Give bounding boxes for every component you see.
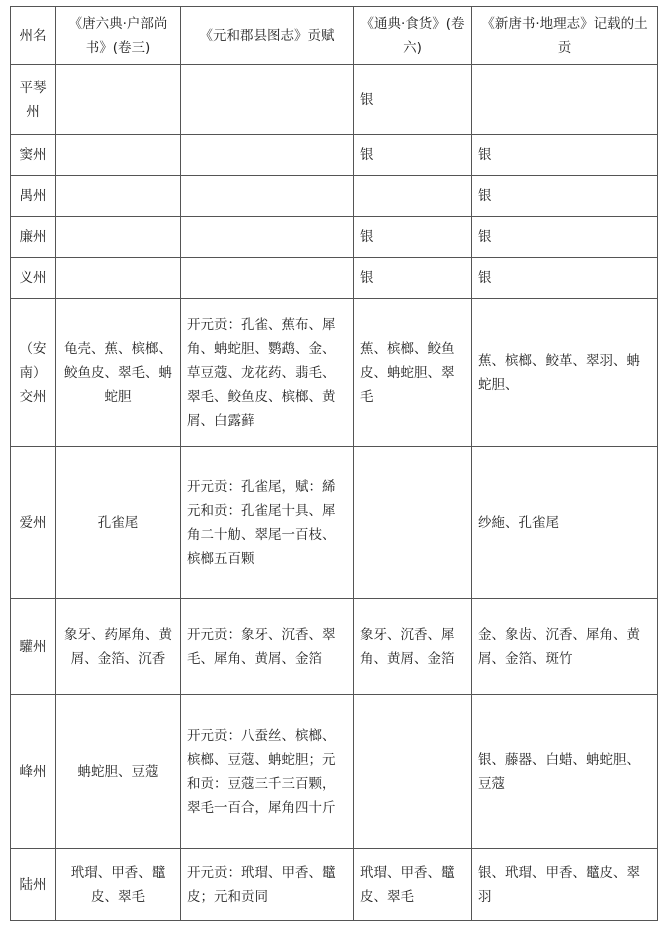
tongdian-cell: 玳瑁、甲香、鼊皮、翠毛	[354, 849, 472, 921]
prefecture-cell: 平琴州	[11, 65, 56, 135]
prefecture-cell: 禺州	[11, 176, 56, 217]
xintangshu-cell: 银	[472, 217, 658, 258]
liudian-cell: 象牙、药犀角、黄屑、金箔、沉香	[56, 599, 181, 695]
prefecture-cell: 廉州	[11, 217, 56, 258]
table-row	[11, 599, 658, 695]
table-row	[11, 695, 658, 849]
header-yuanhe: 《元和郡县图志》贡赋	[181, 7, 354, 65]
xintangshu-cell: 银、藤器、白蜡、蚺蛇胆、豆蔻	[472, 695, 658, 849]
tongdian-cell	[354, 447, 472, 599]
tribute-table	[10, 6, 658, 921]
xintangshu-cell: 金、象齿、沉香、犀角、黄屑、金箔、斑竹	[472, 599, 658, 695]
table-row	[11, 65, 658, 135]
tongdian-cell: 银	[354, 217, 472, 258]
yuanhe-cell	[181, 135, 354, 176]
xintangshu-cell: 银、玳瑁、甲香、鼊皮、翠羽	[472, 849, 658, 921]
prefecture-cell: 峰州	[11, 695, 56, 849]
prefecture-cell: 爱州	[11, 447, 56, 599]
yuanhe-cell: 开元贡：玳瑁、甲香、鼊皮；元和贡同	[181, 849, 354, 921]
tongdian-cell: 银	[354, 65, 472, 135]
tongdian-cell: 银	[354, 258, 472, 299]
xintangshu-cell	[472, 65, 658, 135]
liudian-cell: 蚺蛇胆、豆蔻	[56, 695, 181, 849]
prefecture-cell: 义州	[11, 258, 56, 299]
header-prefecture: 州名	[11, 7, 56, 65]
header-tongdian: 《通典·食货》(卷六)	[354, 7, 472, 65]
tongdian-cell	[354, 695, 472, 849]
header-xintangshu: 《新唐书·地理志》记载的土贡	[472, 7, 658, 65]
yuanhe-cell: 开元贡：象牙、沉香、翠毛、犀角、黄屑、金箔	[181, 599, 354, 695]
liudian-cell	[56, 258, 181, 299]
prefecture-cell: （安南）交州	[11, 299, 56, 447]
liudian-cell	[56, 65, 181, 135]
prefecture-cell: 窦州	[11, 135, 56, 176]
tongdian-cell: 蕉、槟榔、鲛鱼皮、蚺蛇胆、翠毛	[354, 299, 472, 447]
liudian-cell: 玳瑁、甲香、鼊皮、翠毛	[56, 849, 181, 921]
table-row	[11, 299, 658, 447]
liudian-cell	[56, 135, 181, 176]
table-row	[11, 447, 658, 599]
yuanhe-cell	[181, 217, 354, 258]
table-row	[11, 176, 658, 217]
header-liudian: 《唐六典·户部尚书》(卷三)	[56, 7, 181, 65]
yuanhe-cell: 开元贡：孔雀、蕉布、犀角、蚺蛇胆、鹦鹉、金、草豆蔻、龙花药、翡毛、翠毛、鲛鱼皮、槟榔、黄屑、白露藓	[181, 299, 354, 447]
prefecture-cell: 陆州	[11, 849, 56, 921]
liudian-cell	[56, 217, 181, 258]
liudian-cell	[56, 176, 181, 217]
xintangshu-cell: 纱絁、孔雀尾	[472, 447, 658, 599]
tongdian-cell: 银	[354, 135, 472, 176]
yuanhe-cell	[181, 258, 354, 299]
xintangshu-cell: 蕉、槟榔、鲛革、翠羽、蚺蛇胆、	[472, 299, 658, 447]
xintangshu-cell: 银	[472, 135, 658, 176]
prefecture-cell: 驩州	[11, 599, 56, 695]
table-row	[11, 849, 658, 921]
liudian-cell: 龟壳、蕉、槟榔、鲛鱼皮、翠毛、蚺蛇胆	[56, 299, 181, 447]
table-row	[11, 135, 658, 176]
xintangshu-cell: 银	[472, 176, 658, 217]
yuanhe-cell	[181, 65, 354, 135]
yuanhe-cell: 开元贡：孔雀尾，赋：絺 元和贡：孔雀尾十具、犀角二十觔、翠尾一百枝、槟榔五百颗	[181, 447, 354, 599]
tongdian-cell	[354, 176, 472, 217]
xintangshu-cell: 银	[472, 258, 658, 299]
table-row	[11, 217, 658, 258]
header-row	[11, 7, 658, 65]
table-row	[11, 258, 658, 299]
yuanhe-cell	[181, 176, 354, 217]
liudian-cell: 孔雀尾	[56, 447, 181, 599]
tongdian-cell: 象牙、沉香、犀角、黄屑、金箔	[354, 599, 472, 695]
yuanhe-cell: 开元贡：八蚕丝、槟榔、槟榔、豆蔻、蚺蛇胆；元和贡：豆蔻三千三百颗，翠毛一百合，犀角四十斤	[181, 695, 354, 849]
